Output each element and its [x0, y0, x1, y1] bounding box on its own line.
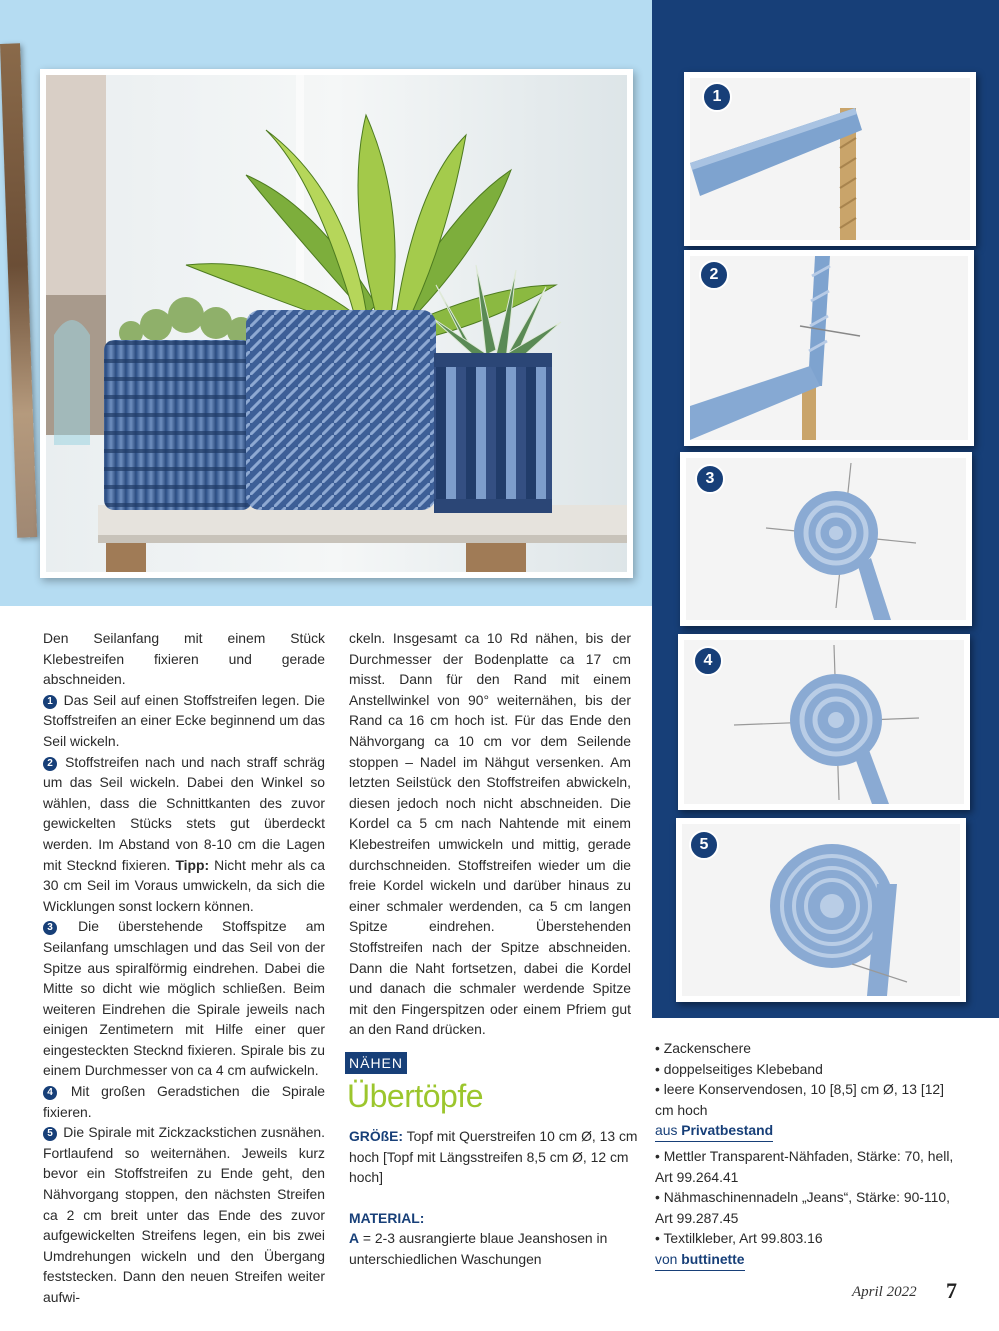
step-number-5: 5	[43, 1127, 57, 1141]
spiral-stitched-illustration	[684, 640, 964, 804]
step-1-paragraph: 1 Das Seil auf einen Stoffstreifen legen. Die Stoffstreifen an einer Ecke beginnend um das Seil wickeln.	[43, 691, 326, 749]
continuation-paragraph: ckeln. Insgesamt ca 10 Rd nähen, bis der Durchmesser der Bodenplatte ca 17 cm misst. Dann für den Rand mit einem Anstellwinkel von 90° weiternähen, bis der Rand ca 16 cm hoch ist. Für das Ende den Nähvorgang ca 10 cm vor dem Seilende stoppen – Nadel im Nähgut versenken. Am letzten Seilstück den Stoffstreifen abwickeln, diesen jedoch noch nicht abschneiden. Die Kordel ca 5 cm nach Nahtende mit einem Klebestreifen umwickeln und mittig, gerade durchschneiden. Stoffstreifen wieder um die freie Kordel wickeln und darüber hinaus zu einer schmaler werdenden, ca 5 cm langen Spitze eindrehen. Überstehenden Stoffstreifen nach der Spitze abschneiden. Dann die Naht fortsetzen, dabei die Kordel und danach die schmaler werdende Spitze mit den Fingerspitzen oder einem Pfriem gut an den Rand drücken.	[349, 630, 631, 1038]
issue-date: April 2022	[852, 1284, 917, 1300]
size-info	[349, 1126, 639, 1188]
tape-on-rope-illustration	[690, 78, 970, 240]
tip-label: Tipp:	[175, 856, 210, 873]
step-badge-5: 5	[689, 830, 719, 860]
list-item: • Mettler Transparent-Nähfaden, Stärke: 70, hell, Art 99.264.41	[655, 1147, 954, 1185]
step-photo-5	[676, 818, 966, 1002]
step-number-3: 3	[43, 921, 57, 935]
step-number-4: 4	[43, 1086, 57, 1100]
shop-source: von buttinette	[655, 1249, 745, 1271]
material-key: A	[349, 1230, 360, 1246]
private-source: aus Privatbestand	[655, 1120, 773, 1142]
project-title: Übertöpfe	[347, 1078, 484, 1114]
size-text: Topf mit Querstreifen 10 cm Ø, 13 cm hoch [Topf mit Längsstreifen 8,5 cm Ø, 12 cm hoch]	[349, 1128, 638, 1186]
hero-photo	[40, 69, 633, 578]
step-3-paragraph: 3 Die überstehende Stoffspitze am Seilanfang umschlagen und das Seil von der Spitze aus spiralförmig eindrehen. Dabei die Mitte so dicht wie möglich schließen. Beim weiteren Eindrehen die Spirale jeweils nach einigen Zentimetern mit Hilfe einer quer eingesteckten Stecknd fixieren. Spirale bis zu einem Durchmesser von ca 4 cm aufwickeln.	[43, 918, 326, 1079]
list-item: • Zackenschere	[655, 1040, 751, 1056]
material-label: MATERIAL:	[349, 1210, 425, 1226]
material-text: = 2-3 ausrangierte blaue Jeanshosen in unterschiedlichen Waschungen	[349, 1230, 608, 1267]
intro-paragraph: Den Seilanfang mit einem Stück Klebestreifen fixieren und gerade abschneiden.	[43, 630, 325, 688]
step-5-paragraph: 5 Die Spirale mit Zickzackstichen zusnähen. Fortlaufend so weiternähen. Jeweils kurz bevor ein Stoffstreifen zu Ende geht, den Nähvorgang stoppen, den nächsten Streifen ca 2 cm breit unter das Ende des zuvor aufgewickelten Streifens legen, ein bis zwei Umdrehungen wickeln und den Übergang feststecken. Dann den neuen Streifen weiter aufwi-	[43, 1124, 326, 1305]
step-badge-2: 2	[699, 260, 729, 290]
category-tag: NÄHEN	[345, 1052, 407, 1074]
step-number-2: 2	[43, 757, 57, 771]
instructions-column-1	[43, 628, 325, 1308]
list-item: • doppelseitiges Klebeband	[655, 1060, 823, 1077]
materials-list	[655, 1038, 955, 1271]
step-badge-3: 3	[695, 464, 725, 494]
instructions-column-2	[349, 628, 631, 1040]
step-badge-4: 4	[693, 646, 723, 676]
planters-illustration	[46, 75, 627, 572]
spiral-start-illustration	[686, 458, 966, 620]
page-number: 7	[946, 1278, 957, 1303]
list-item: • Textilkleber, Art 99.803.16	[655, 1230, 823, 1247]
size-label: GRÖßE:	[349, 1128, 404, 1144]
step-2-paragraph: 2 Stoffstreifen nach und nach straff schräg um das Seil wickeln. Dabei den Winkel so wählen, dass die Schnittkanten des zuvor gewickelten Stücks stets gut überdeckt werden. Im Abstand von 8-10 cm die Lagen mit Stecknd fixieren. Tipp: Nicht mehr als ca 30 cm Seil im Voraus umwickeln, da sich die Wicklungen sonst lockern können.	[43, 753, 326, 914]
step-badge-1: 1	[702, 82, 732, 112]
step-number-1: 1	[43, 695, 57, 709]
list-item: • Nähmaschinennadeln „Jeans“, Stärke: 90-110, Art 99.287.45	[655, 1189, 950, 1226]
material-info	[349, 1228, 639, 1269]
list-item: • leere Konservendosen, 10 [8,5] cm Ø, 13 [12] cm hoch	[655, 1081, 945, 1118]
wrapping-rope-illustration	[690, 256, 968, 440]
spiral-finished-illustration	[682, 824, 960, 996]
step-4-paragraph: 4 Mit großen Geradstichen die Spirale fixieren.	[43, 1083, 326, 1120]
